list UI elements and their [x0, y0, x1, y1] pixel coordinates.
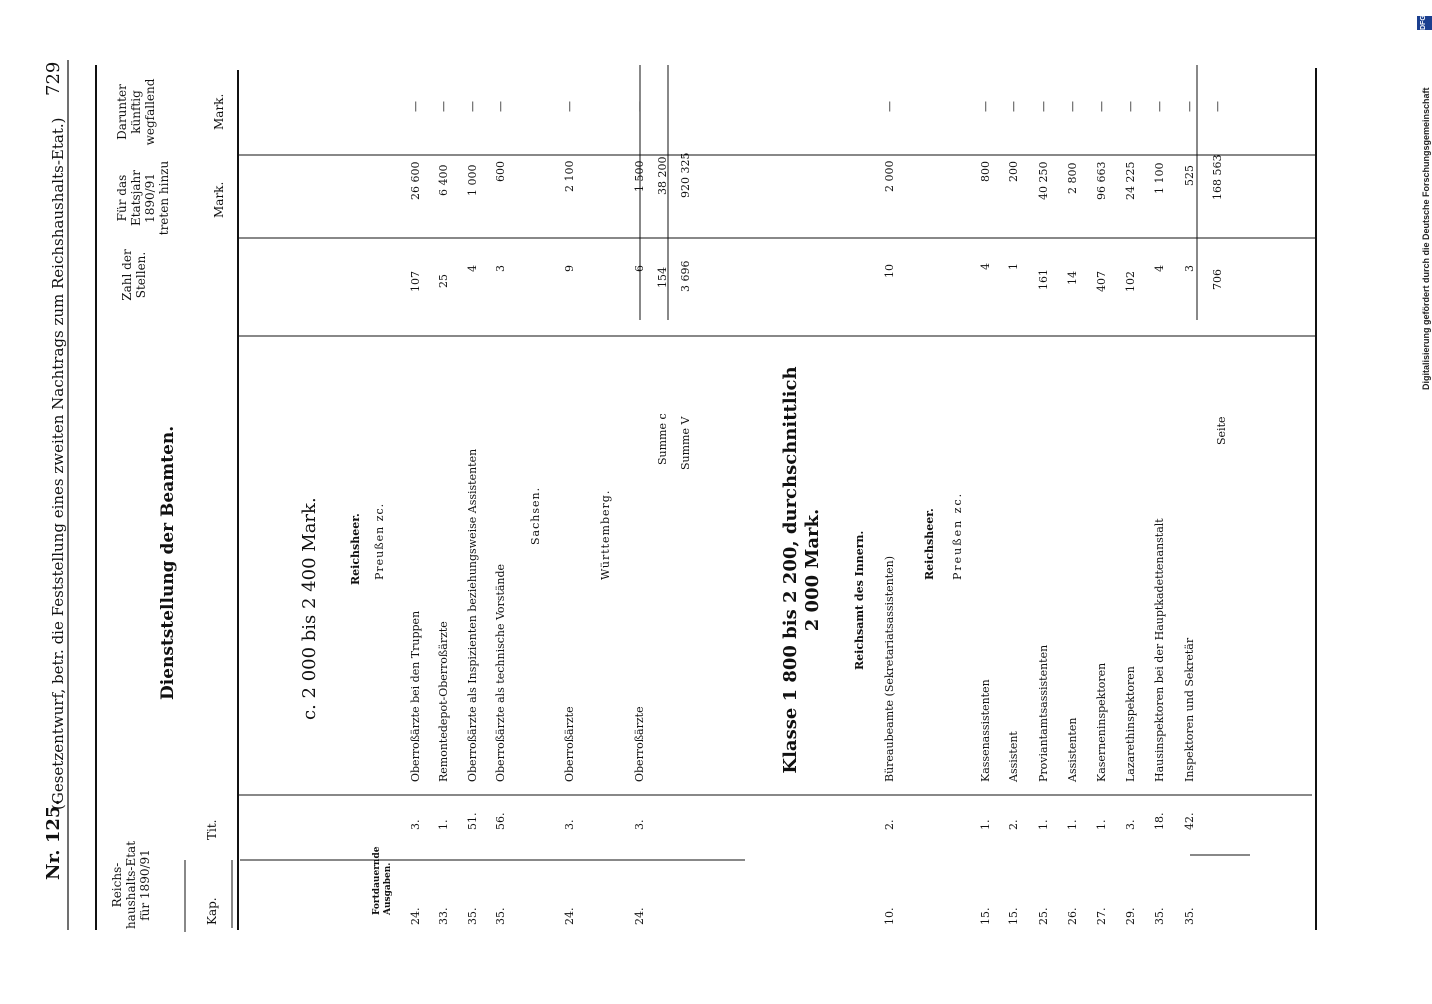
v-section-c-wuerttemberg: Württemberg. — [599, 489, 612, 580]
row-desc: Remontedepot-Oberroßärzte — [437, 621, 450, 782]
row-tit: 51. — [466, 812, 479, 830]
dfg-logo: DFG — [1417, 16, 1432, 30]
v-header-tit: Tit. — [205, 819, 219, 840]
row-zahl: 4 — [1153, 265, 1166, 272]
row-kap: 33. — [437, 907, 450, 925]
v-page-number-label: Nr. 125. — [43, 799, 64, 880]
row-zahl: 3 — [494, 265, 507, 272]
row-tit: 1. — [979, 819, 992, 830]
v-header-dienststellung: Dienststellung der Beamten. — [158, 425, 178, 700]
row-mark: 1 100 — [1153, 162, 1166, 194]
v-summe-v-zahl: 3 696 — [679, 260, 692, 292]
row-desc: Proviantamtsassistenten — [1037, 644, 1050, 782]
row-tit: 3. — [633, 819, 646, 830]
row-kap: 24. — [633, 907, 646, 925]
row-weg: — — [1095, 101, 1108, 112]
row-weg: — — [1037, 101, 1050, 112]
row-kap: 27. — [1095, 907, 1108, 925]
row-tit: 42. — [1183, 812, 1196, 830]
row-tit: 1. — [1066, 819, 1079, 830]
row-weg: — — [1066, 101, 1079, 112]
row-zahl: 1 — [1007, 263, 1020, 270]
row-zahl: 6 — [633, 265, 646, 272]
row-desc: Lazarethinspektoren — [1124, 666, 1137, 782]
row-zahl: 9 — [563, 265, 576, 272]
row-zahl: 4 — [979, 263, 992, 270]
row-tit: 2. — [883, 819, 896, 830]
row-zahl: 14 — [1066, 271, 1079, 285]
row-kap: 35. — [466, 907, 479, 925]
row-zahl: 107 — [409, 271, 422, 292]
row-weg: — — [633, 101, 646, 112]
row-tit: 1. — [1037, 819, 1050, 830]
v-section-c-title: c. 2 000 bis 2 400 Mark. — [299, 497, 320, 720]
v-header-mark: Mark. — [212, 181, 226, 218]
row-weg: — — [1124, 101, 1137, 112]
row-kap: 29. — [1124, 907, 1137, 925]
row-weg: — — [1007, 101, 1020, 112]
row-weg: — — [563, 101, 576, 112]
row-weg: — — [979, 101, 992, 112]
v-header-fuer-etatsjahr: Für das Etatsjahr 1890/91 treten hinzu — [115, 160, 171, 236]
v-section-c-reichsheer: Reichsheer. — [349, 513, 362, 585]
row-weg: — — [437, 101, 450, 112]
row-desc: Inspektoren und Sekretär — [1183, 637, 1196, 782]
row-desc: Oberroßärzte — [633, 706, 646, 782]
row-kap: 35. — [494, 907, 507, 925]
row-tit: 2. — [1007, 819, 1020, 830]
row-desc: Assistenten — [1066, 717, 1079, 782]
v-summe-v-label: Summe V — [679, 416, 692, 470]
row-mark: 600 — [494, 161, 507, 182]
v-header-reichs-etat: Reichs-haushalts-Etat für 1890/91 — [110, 840, 152, 930]
row-mark: 2 100 — [563, 160, 576, 192]
row-kap: 26. — [1066, 907, 1079, 925]
row-kap: 35. — [1183, 907, 1196, 925]
row-desc: Assistent — [1007, 731, 1020, 782]
row-zahl: 161 — [1037, 269, 1050, 290]
v-header-zahl: Zahl der Stellen. — [120, 249, 148, 301]
row-desc: Oberroßärzte als technische Vorstände — [494, 563, 507, 782]
v-klasse-reichsheer: Reichsheer. — [923, 508, 936, 580]
row-weg: — — [1183, 101, 1196, 112]
row-mark: 2 800 — [1066, 162, 1079, 194]
row-zahl: 407 — [1095, 271, 1108, 292]
row-mark: 525 — [1183, 165, 1196, 186]
v-summe-c-zahl: 154 — [656, 267, 669, 288]
row-tit: 3. — [1124, 819, 1137, 830]
row-mark: 6 400 — [437, 164, 450, 196]
row-desc: Hausinspektoren bei der Hauptkadettenanstalt — [1153, 518, 1166, 782]
row-mark: 1 500 — [633, 160, 646, 192]
v-summe-c-label: Summe c — [656, 413, 669, 465]
row-weg: — — [883, 101, 896, 112]
row-tit: 3. — [409, 819, 422, 830]
row-mark: 26 600 — [409, 161, 422, 200]
row-desc: Büreaubeamte (Sekretariatsassistenten) — [883, 555, 896, 782]
row-mark: 200 — [1007, 161, 1020, 182]
row-tit: 18. — [1153, 812, 1166, 830]
row-tit: 1. — [1095, 819, 1108, 830]
row-weg: — — [494, 101, 507, 112]
row-zahl: 25 — [437, 274, 450, 288]
v-summe-v-mark: 920 325 — [679, 152, 692, 198]
v-page-number: 729 — [43, 61, 64, 96]
row-desc: Oberroßärzte — [563, 706, 576, 782]
v-section-c-sachsen: Sachsen. — [529, 486, 542, 545]
row-tit: 56. — [494, 812, 507, 830]
row-zahl: 3 — [1183, 265, 1196, 272]
v-header-darunter: Darunter künftig wegfallend — [115, 78, 157, 146]
v-header-darunter-mark: Mark. — [212, 93, 226, 130]
v-seite-zahl: 706 — [1211, 269, 1224, 290]
v-header-kap: Kap. — [205, 897, 219, 925]
v-summe-c-mark: 38 200 — [656, 156, 669, 195]
row-kap: 24. — [563, 907, 576, 925]
row-desc: Oberroßärzte bei den Truppen — [409, 610, 422, 782]
row-desc: Oberroßärzte als Inspizienten beziehungsweise Assistenten — [466, 448, 479, 782]
row-tit: 1. — [437, 819, 450, 830]
row-kap: 24. — [409, 907, 422, 925]
row-kap: 15. — [979, 907, 992, 925]
row-mark: 2 000 — [883, 160, 896, 192]
row-kap: 10. — [883, 907, 896, 925]
row-kap: 15. — [1007, 907, 1020, 925]
row-mark: 24 225 — [1124, 161, 1137, 200]
row-zahl: 102 — [1124, 271, 1137, 292]
row-desc: Kaserneninspektoren — [1095, 662, 1108, 782]
row-zahl: 4 — [466, 265, 479, 272]
row-kap: 35. — [1153, 907, 1166, 925]
v-seite-label: Seite — [1215, 416, 1228, 445]
row-mark: 40 250 — [1037, 161, 1050, 200]
v-seite-mark: 168 563 — [1211, 154, 1224, 200]
v-klasse-reichsamt: Reichsamt des Innern. — [853, 530, 866, 670]
v-section-c-fortdauernde: Fortdauernde Ausgaben. — [372, 846, 393, 915]
v-klasse-preussen: Preußen zc. — [951, 491, 964, 580]
v-seite-weg: — — [1211, 101, 1224, 112]
row-weg: — — [409, 101, 422, 112]
row-weg: — — [466, 101, 479, 112]
row-zahl: 10 — [883, 264, 896, 278]
row-tit: 3. — [563, 819, 576, 830]
v-page-heading: (Gesetzentwurf, betr. die Feststellung eines zweiten Nachtrags zum Reichshaushalts-Etat.) — [49, 117, 67, 810]
row-mark: 800 — [979, 161, 992, 182]
row-kap: 25. — [1037, 907, 1050, 925]
sidebar-credit: Digitalisierung gefördert durch die Deutsche Forschungsgemeinschaft — [1421, 87, 1431, 390]
v-section-c-preussen: Preußen zc. — [373, 502, 386, 580]
v-klasse-title: Klasse 1 800 bis 2 200, durchschnittlich 2 000 Mark. — [780, 366, 823, 774]
row-mark: 96 663 — [1095, 161, 1108, 200]
row-mark: 1 000 — [466, 164, 479, 196]
row-weg: — — [1153, 101, 1166, 112]
row-desc: Kassenassistenten — [979, 679, 992, 782]
